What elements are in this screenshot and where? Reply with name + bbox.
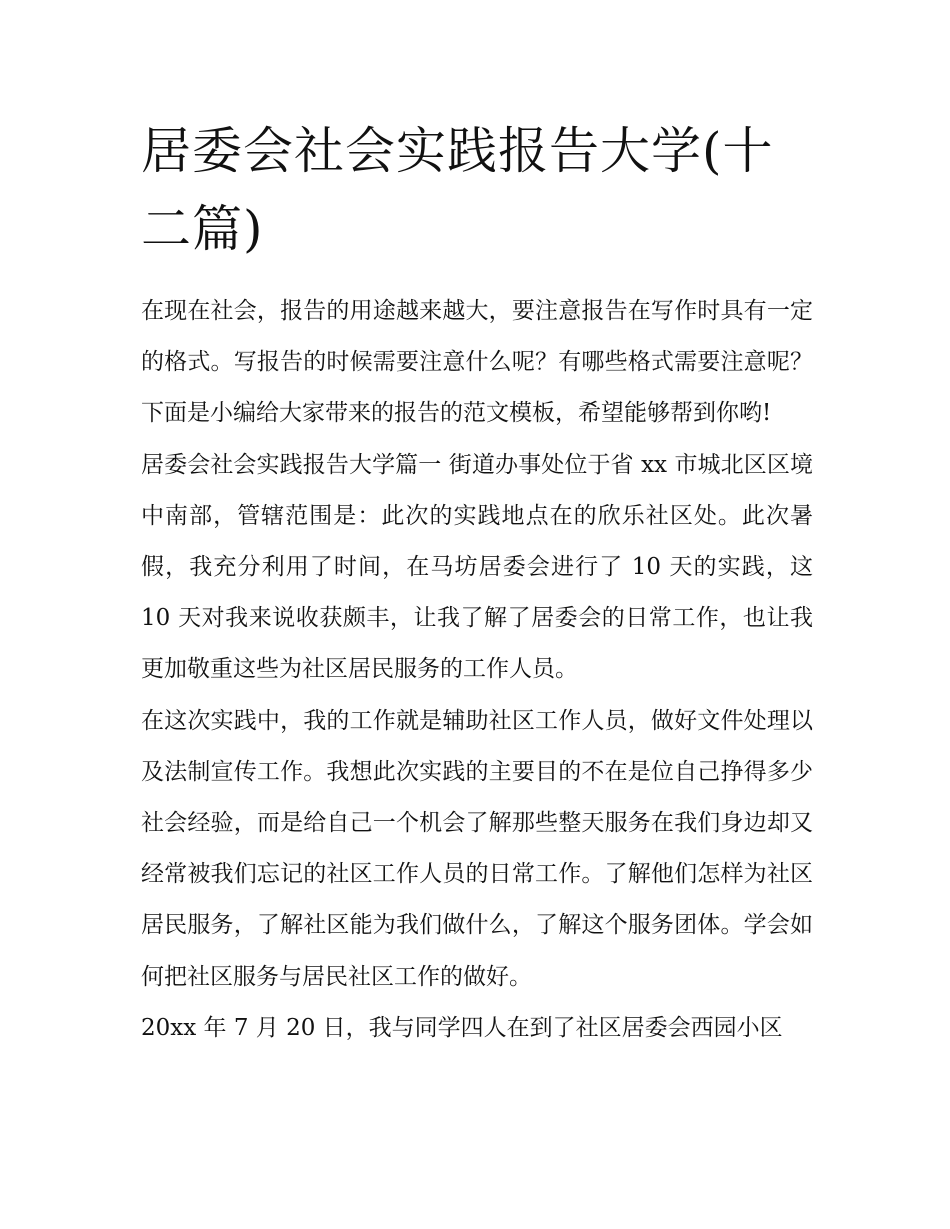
document-body (141, 112, 813, 1054)
body-paragraph-1: 居委会社会实践报告大学篇一 街道办事处位于省 xx 市城北区区境中南部，管辖范围是：此次的实践地点在的欣乐社区处。此次暑假，我充分利用了时间，在马坊居委会进行了 10 天的实践，这 10 天对我来说收获颇丰，让我了解了居委会的日常工作，也让我更加敬重这些为社区居民服务的工作人员。 (141, 451, 813, 683)
body-paragraph-3: 20xx 年 7 月 20 日，我与同学四人在到了社区居委会西园小区 (141, 1014, 783, 1041)
intro-paragraph: 在现在社会，报告的用途越来越大，要注意报告在写作时具有一定的格式。写报告的时候需要注意什么呢？有哪些格式需要注意呢？下面是小编给大家带来的报告的范文模板，希望能够帮到你哟! (141, 298, 813, 427)
document-title: 居委会社会实践报告大学(十二篇) (141, 122, 774, 258)
body-paragraph-2: 在这次实践中，我的工作就是辅助社区工作人员，做好文件处理以及法制宣传工作。我想此次实践的主要目的不在是位自己挣得多少社会经验，而是给自己一个机会了解那些整天服务在我们身边却又经常被我们忘记的社区工作人员的日常工作。了解他们怎样为社区居民服务，了解社区能为我们做什么，了解这个服务团体。学会如何把社区服务与居民社区工作的做好。 (141, 707, 813, 990)
